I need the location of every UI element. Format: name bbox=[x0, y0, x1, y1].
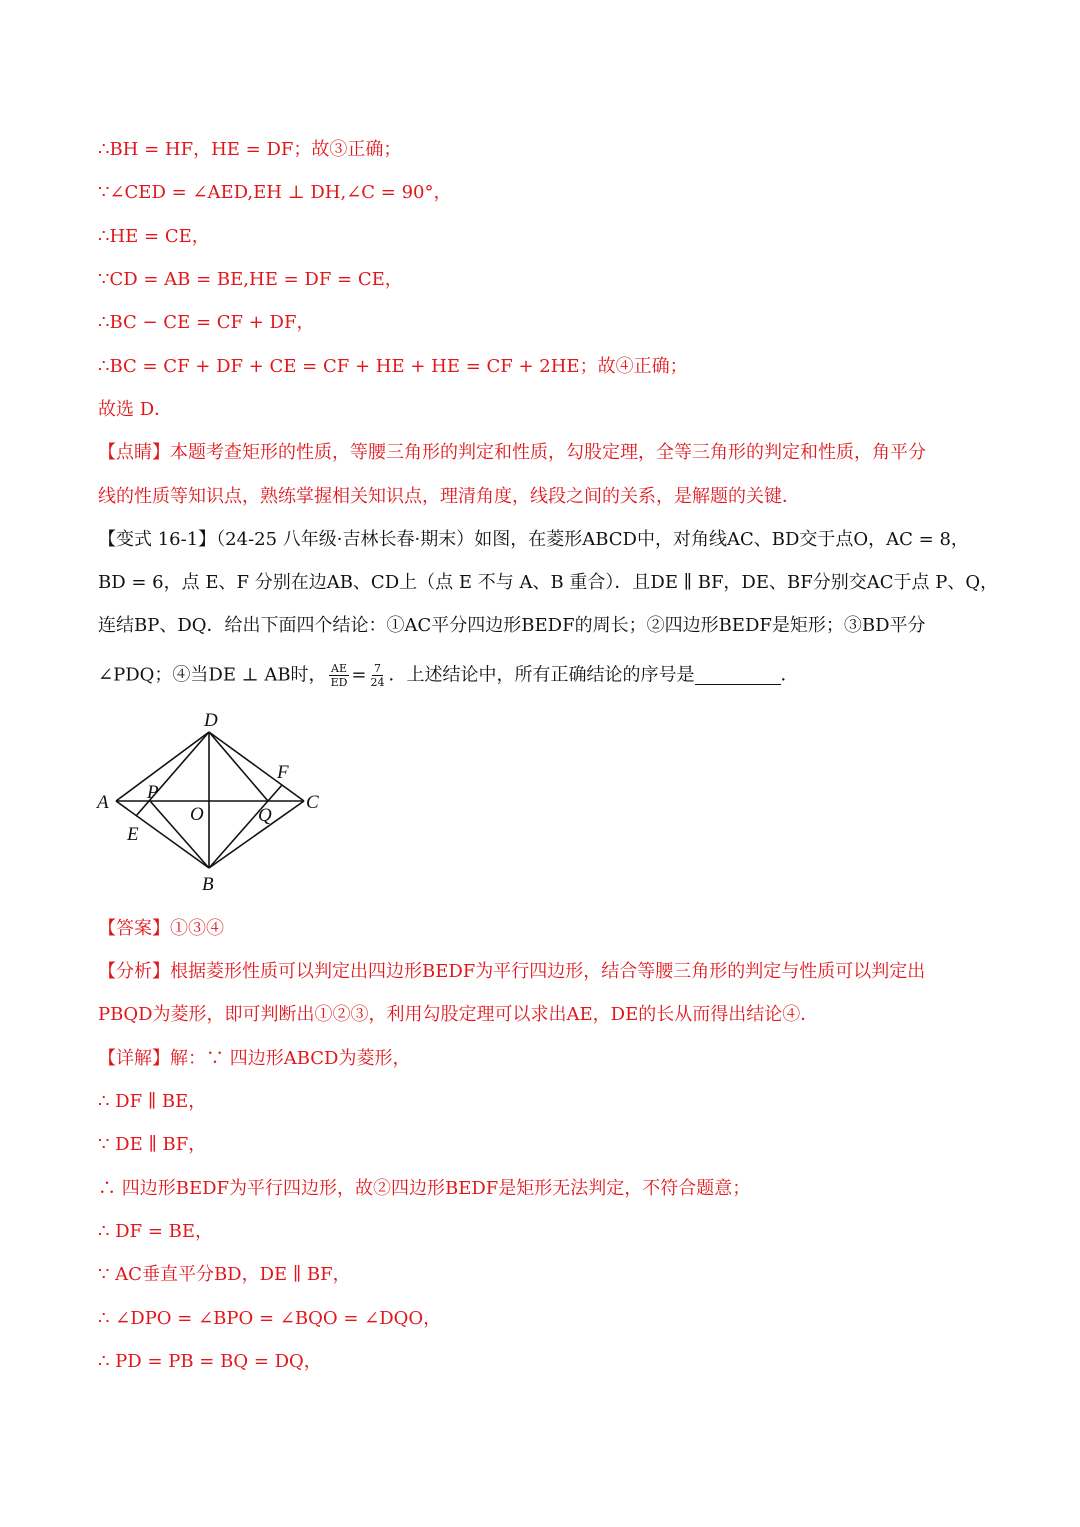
label-e: E bbox=[127, 824, 139, 845]
fraction-7-24 bbox=[369, 662, 387, 689]
problem-line-1: 【变式 16-1】（24-25 八年级·吉林长春·期末）如图，在菱形ABCD中，对角线AC、BD交于点O，AC = 8， bbox=[98, 529, 969, 550]
label-o: O bbox=[190, 804, 204, 825]
solution-line-4: ∵CD = AB = BE,HE = DF = CE， bbox=[98, 269, 403, 290]
fraction-numerator: AE bbox=[331, 662, 347, 675]
segment-cd bbox=[209, 732, 304, 801]
problem-line-4-middle: ．上述结论中，所有正确结论的序号是 bbox=[388, 664, 695, 686]
label-c: C bbox=[306, 792, 319, 813]
detail-line-3: ∵ DE ∥ BF， bbox=[98, 1134, 207, 1155]
detail-line-1: 【详解】解：∵ 四边形ABCD为菱形， bbox=[98, 1048, 411, 1069]
problem-line-4 bbox=[98, 662, 799, 689]
rhombus-figure bbox=[92, 708, 332, 898]
problem-line-2: BD = 6，点 E、F 分别在边AB、CD上（点 E 不与 A、B 重合）．且DE ∥ BF，DE、BF分别交AC于点 P、Q， bbox=[98, 572, 999, 593]
segment-dq bbox=[209, 732, 268, 801]
segment-bc bbox=[209, 801, 304, 868]
solution-line-5: ∴BC − CE = CF + DF， bbox=[98, 312, 315, 333]
fraction-numerator: 7 bbox=[374, 662, 382, 675]
solution-line-6: ∴BC = CF + DF + CE = CF + HE + HE = CF + 2HE；故④正确； bbox=[98, 356, 688, 377]
detail-line-6: ∵ AC垂直平分BD，DE ∥ BF， bbox=[98, 1264, 351, 1285]
fraction-denominator: ED bbox=[330, 676, 348, 689]
analysis-line-2: PBQD为菱形，即可判断出①②③，利用勾股定理可以求出AE，DE的长从而得出结论④． bbox=[98, 1004, 819, 1025]
answer-blank bbox=[695, 666, 781, 685]
solution-line-1: ∴BH = HF，HE = DF；故③正确； bbox=[98, 139, 402, 160]
fraction-denominator: 24 bbox=[370, 676, 385, 689]
label-q: Q bbox=[258, 805, 272, 826]
label-p: P bbox=[147, 782, 159, 803]
commentary-line-1: 【点睛】本题考查矩形的性质，等腰三角形的判定和性质，勾股定理，全等三角形的判定和性质，角平分 bbox=[98, 442, 926, 463]
fraction-ae-ed bbox=[329, 662, 350, 689]
label-a: A bbox=[97, 792, 109, 813]
segment-bf bbox=[209, 785, 282, 868]
problem-line-3: 连结BP、DQ．给出下面四个结论：①AC平分四边形BEDF的周长；②四边形BEDF是矩形；③BD平分 bbox=[98, 615, 926, 636]
answer-line: 【答案】①③④ bbox=[98, 918, 224, 939]
problem-line-4-start: ∠PDQ；④当DE ⊥ AB时， bbox=[98, 664, 327, 686]
commentary-line-2: 线的性质等知识点，熟练掌握相关知识点，理清角度，线段之间的关系，是解题的关键． bbox=[98, 486, 800, 507]
detail-line-7: ∴ ∠DPO = ∠BPO = ∠BQO = ∠DQO， bbox=[98, 1308, 442, 1329]
solution-line-7: 故选 D． bbox=[98, 399, 173, 420]
detail-line-4: ∴ 四边形BEDF为平行四边形，故②四边形BEDF是矩形无法判定，不符合题意； bbox=[98, 1178, 751, 1199]
label-b: B bbox=[202, 874, 214, 895]
solution-line-3: ∴HE = CE， bbox=[98, 226, 210, 247]
analysis-line-1: 【分析】根据菱形性质可以判定出四边形BEDF为平行四边形，结合等腰三角形的判定与性质可以判定出 bbox=[98, 961, 926, 982]
label-f: F bbox=[277, 762, 289, 783]
segment-da bbox=[116, 732, 209, 801]
solution-line-2: ∵∠CED = ∠AED,EH ⊥ DH,∠C = 90°， bbox=[98, 182, 452, 203]
detail-line-2: ∴ DF ∥ BE， bbox=[98, 1091, 207, 1112]
equals-sign: = bbox=[351, 664, 367, 686]
label-d: D bbox=[204, 710, 218, 731]
detail-line-5: ∴ DF = BE， bbox=[98, 1221, 213, 1242]
problem-line-4-end: ． bbox=[780, 664, 799, 686]
detail-line-8: ∴ PD = PB = BQ = DQ， bbox=[98, 1351, 322, 1372]
